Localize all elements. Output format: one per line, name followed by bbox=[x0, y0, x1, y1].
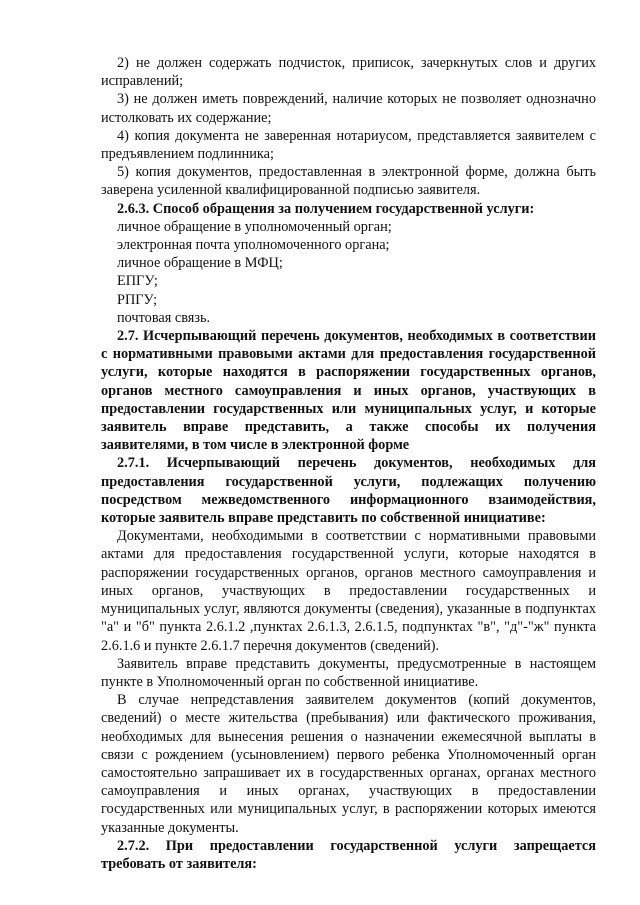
paragraph-item-3: 3) не должен иметь повреждений, наличие которых не позволяет однозначно истолковать их содержание; bbox=[101, 91, 596, 126]
section-heading-2-6-3: 2.6.3. Способ обращения за получением государственной услуги: bbox=[117, 200, 535, 217]
body-paragraph: Заявитель вправе представить документы, предусмотренные в настоящем пункте в Уполномоченный орган по собственной инициативе. bbox=[101, 655, 596, 690]
body-paragraph: В случае непредставления заявителем документов (копий документов, сведений) о месте жительства (пребывания) или фактического проживания, необходимых для вынесения решения о назначении ежемесячной выплаты в связи с рождением (усыновлением) первого ребенка Уполномоченный орган самостоятельно запрашивает их в государственных органах, органах местного самоуправления и иных органах, участвующих в предоставлении государственных или муниципальных услуг, в распоряжении которых имеются указанные документы. bbox=[101, 692, 596, 836]
method-list-item: личное обращение в МФЦ; bbox=[117, 255, 283, 272]
section-heading-2-7: 2.7. Исчерпывающий перечень документов, необходимых в соответствии с нормативными правовыми актами для предоставления государственной услуги, которые находятся в распоряжении государственных органов, органов местного самоуправления и иных органов, участвующих в предоставлении государственных или муниципальных услуг, и которые заявитель вправе представить, а также способы их получения заявителями, в том числе в электронной форме bbox=[101, 328, 596, 454]
paragraph-item-4: 4) копия документа не заверенная нотариусом, представляется заявителем с предъявлением подлинника; bbox=[101, 127, 596, 163]
document-page bbox=[0, 54, 640, 873]
paragraph-item-5: 5) копия документов, предоставленная в электронной форме, должна быть заверена усиленной квалифицированной подписью заявителя. bbox=[101, 164, 596, 199]
method-list-item: почтовая связь. bbox=[117, 309, 211, 326]
section-heading-2-7-2: 2.7.2. При предоставлении государственной услуги запрещается требовать от заявителя: bbox=[101, 837, 596, 872]
method-list-item: электронная почта уполномоченного органа; bbox=[117, 237, 390, 254]
section-heading-2-7-1: 2.7.1. Исчерпывающий перечень документов, необходимых для предоставления государственной услуги, подлежащих получению посредством межведомственного информационного взаимодействия, которые заявитель вправе представить по собственной инициативе: bbox=[101, 455, 596, 527]
paragraph-item-2: 2) не должен содержать подчисток, приписок, зачеркнутых слов и других исправлений; bbox=[101, 55, 596, 90]
method-list-item: РПГУ; bbox=[117, 291, 158, 308]
method-list-item: ЕПГУ; bbox=[117, 273, 158, 290]
method-list-item: личное обращение в уполномоченный орган; bbox=[117, 218, 392, 235]
body-paragraph: Документами, необходимыми в соответствии с нормативными правовыми актами для предоставления государственной услуги, которые находятся в распоряжении государственных органов, органов местного самоуправления и иных органов, участвующих в предоставлении государственных и муниципальных услуг, являются документы (сведения), указанные в подпунктах "а" и "б" пункта 2.6.1.2 ,пунктах 2.6.1.3, 2.6.1.5, подпунктах "в", "д"-"ж" пункта 2.6.1.6 и пункте 2.6.1.7 перечня документов (сведений). bbox=[101, 528, 596, 654]
